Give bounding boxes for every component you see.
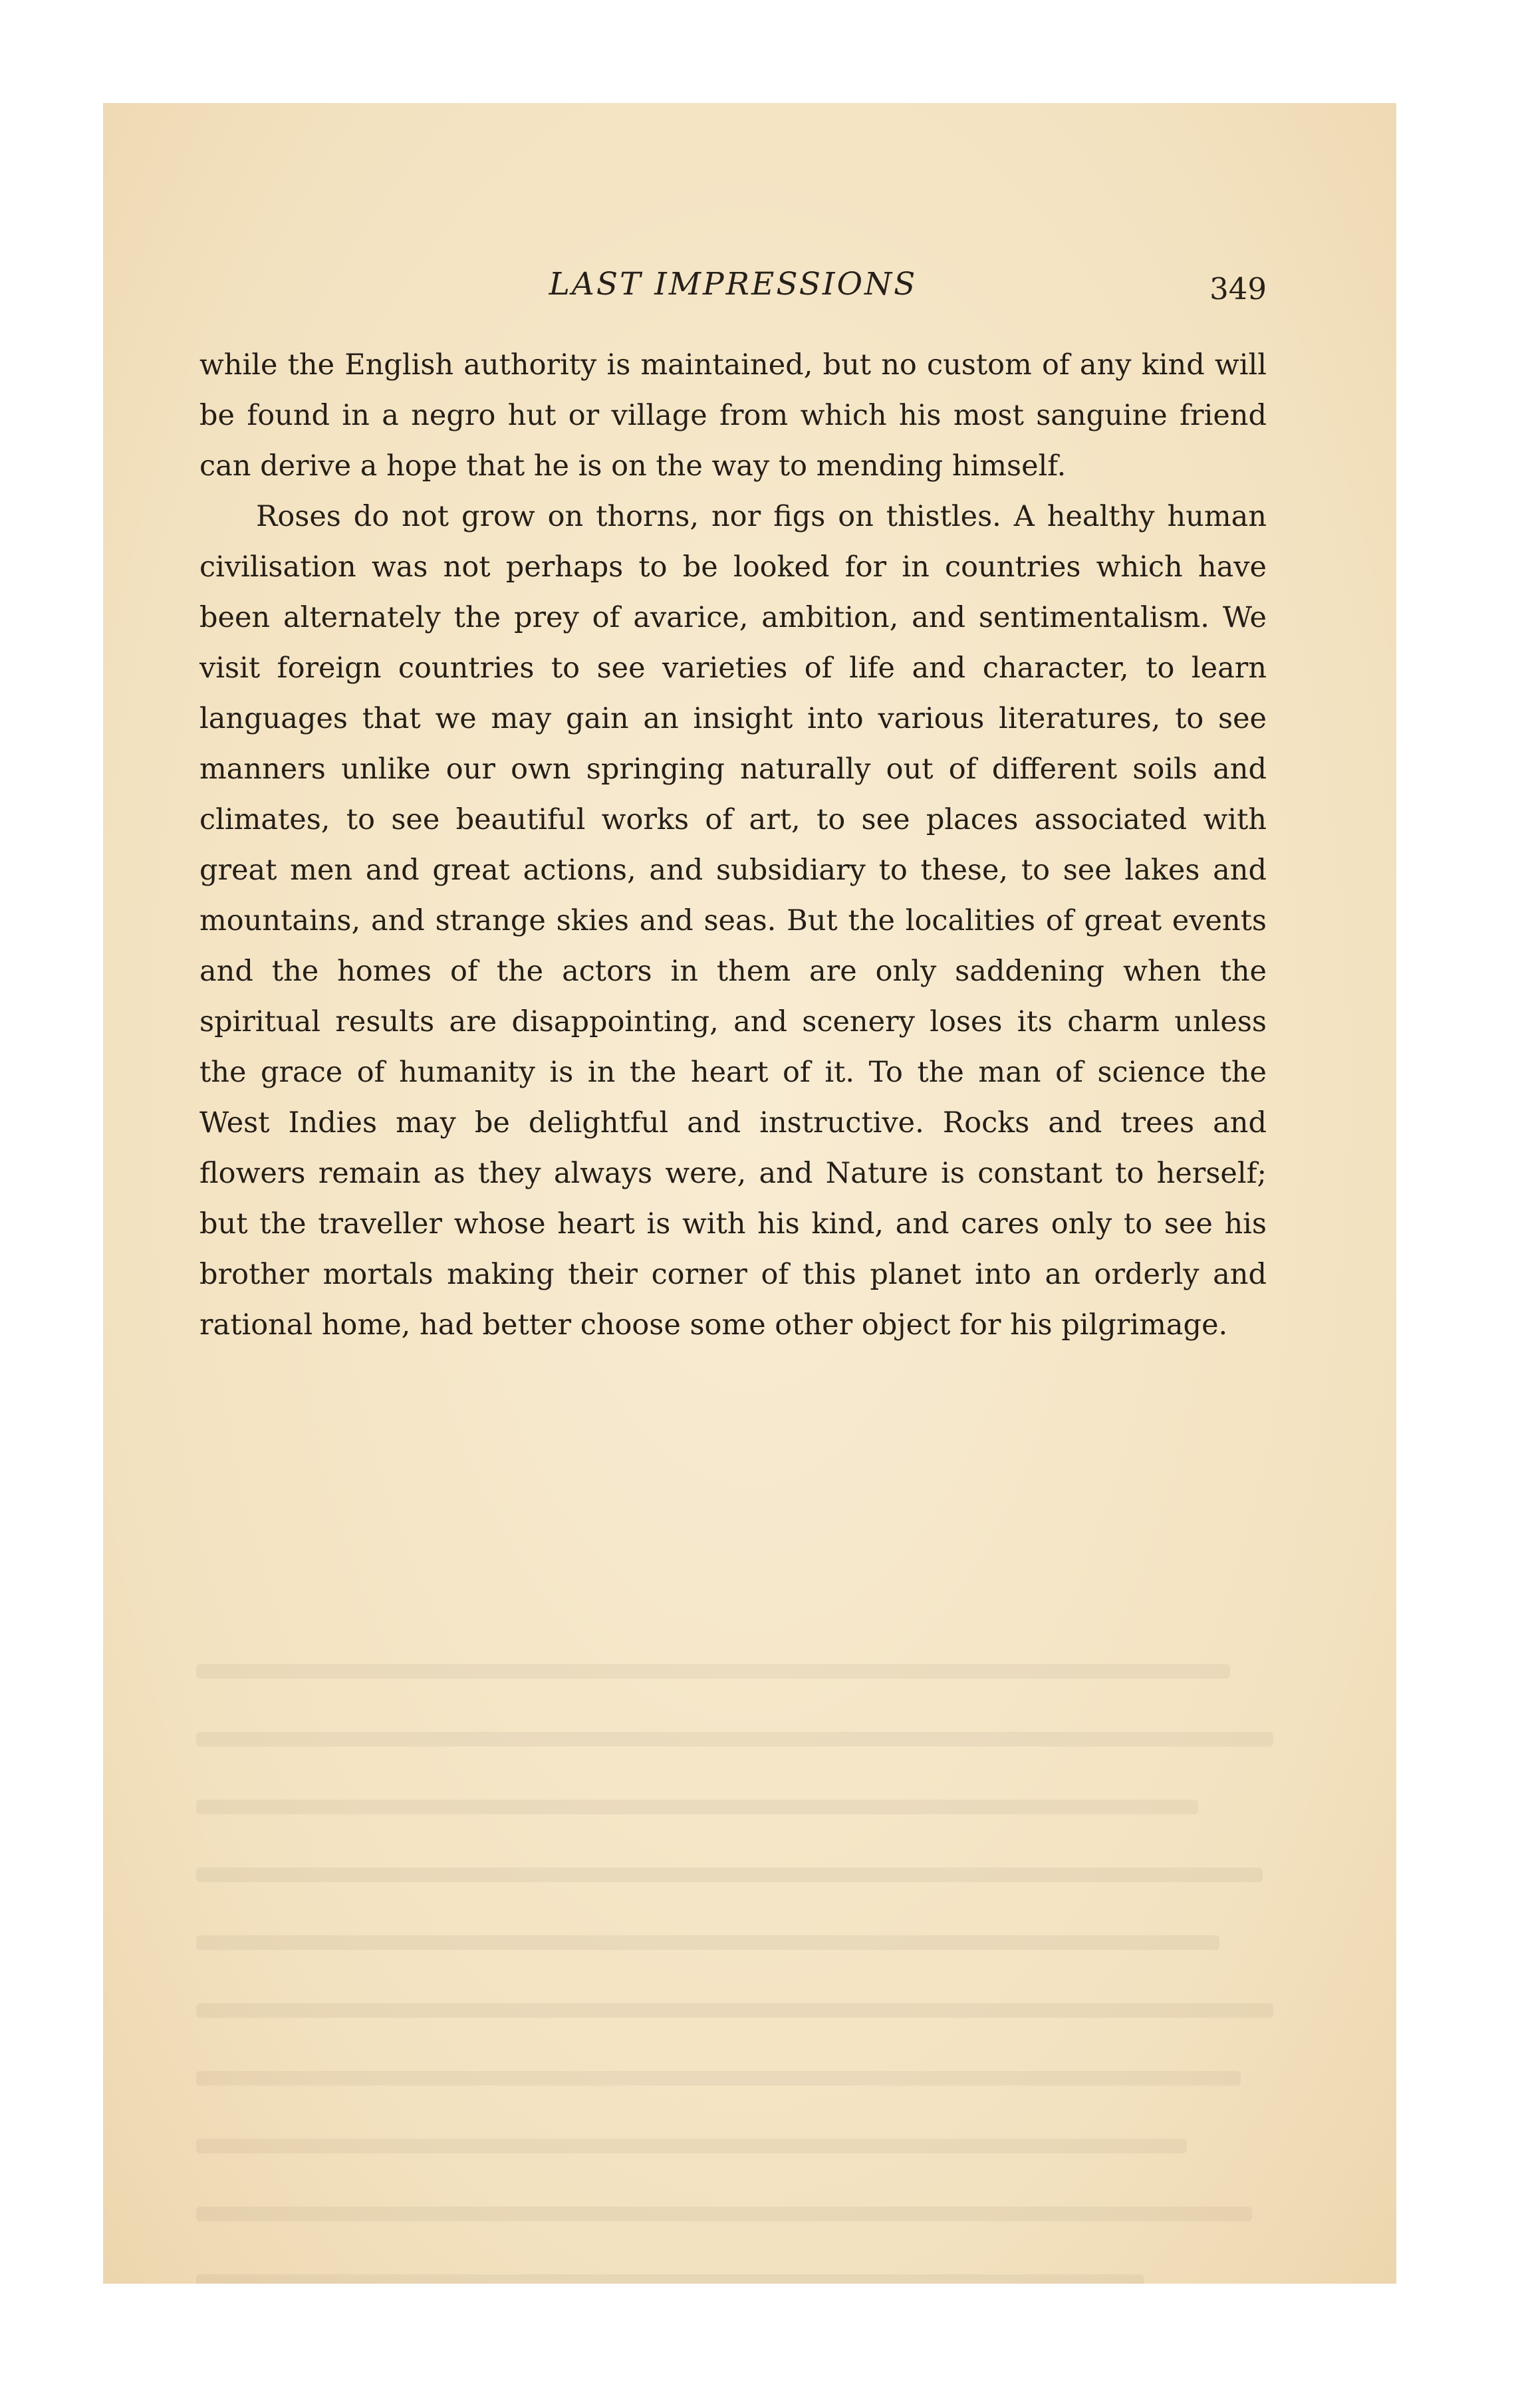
paragraph-2: Roses do not grow on thorns, nor figs on thistles. A healthy human civilisation was not perhaps to be looked for in countries which have been alternately the prey of avarice, ambition, and sentimentalism. We visit foreign countries to see varieties of life and character, to learn languages that we may gain an insight into various literatures, to see manners unlike our own springing naturally out of different soils and climates, to see beautiful works of art, to see places associated with great men and great actions, and subsidiary to these, to see lakes and mountains, and strange skies and seas. But the localities of great events and the homes of the actors in them are only saddening when the spiritual results are disappointing, and scenery loses its charm unless the grace of humanity is in the heart of it. To the man of science the West Indies may be delightful and instructive. Rocks and trees and flowers remain as they always were, and Nature is constant to herself; but the traveller whose heart is with his kind, and cares only to see his brother mortals making their corner of this planet into an orderly and rational home, had better choose some other object for his pilgrimage. (199, 500, 1267, 1342)
page-number: 349 (1209, 271, 1267, 306)
page-scan (103, 103, 1396, 2284)
page-header (199, 266, 1267, 319)
paragraph-1: while the English authority is maintained, but no custom of any kind will be found in a negro hut or village from which his most sanguine friend can derive a hope that he is on the way to mending himself. (199, 348, 1267, 483)
bleed-through-text (196, 1645, 1273, 2164)
body-text (199, 340, 1267, 1350)
running-title: LAST IMPRESSIONS (549, 266, 918, 302)
